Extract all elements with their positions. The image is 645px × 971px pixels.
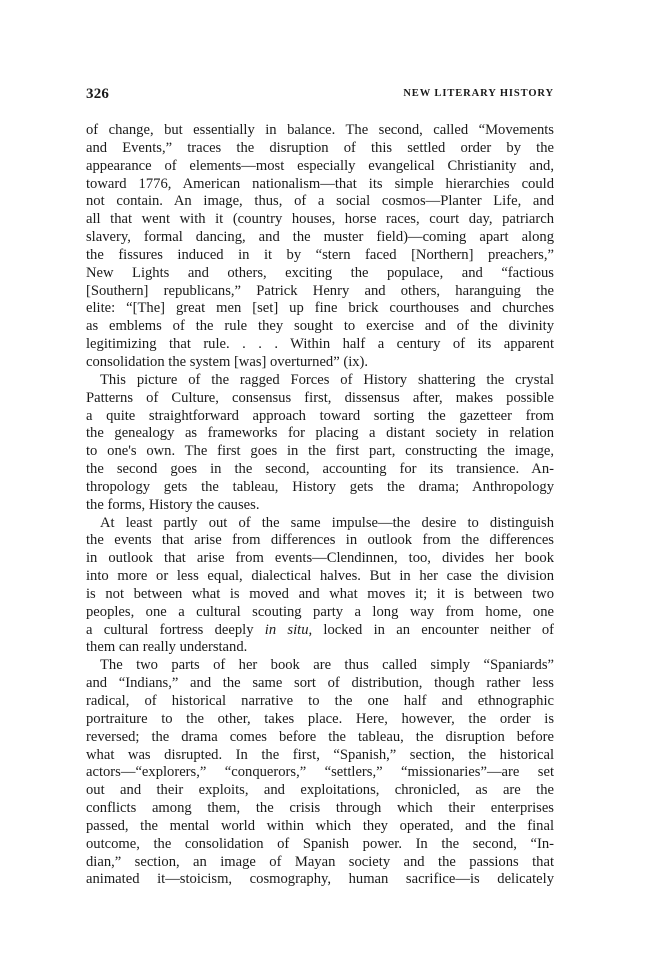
text-fragment: locked in an encounter neither of bbox=[312, 621, 554, 638]
text-line: radical, of historical narrative to the one half and ethnographic bbox=[86, 693, 554, 709]
page-header bbox=[86, 86, 554, 106]
text-line: outcome, the consolidation of Spanish power. In the second, “In- bbox=[86, 835, 554, 852]
text-line: in outlook that arise from events—Clendinnen, too, divides her book bbox=[86, 550, 554, 567]
text-line: conflicts among them, the crisis through which their enterprises bbox=[86, 800, 554, 817]
text-line: reversed; the drama comes before the tableau, the disruption before bbox=[86, 728, 554, 745]
text-line: slavery, formal dancing, and the muster field)—coming apart along bbox=[86, 229, 554, 246]
text-line bbox=[86, 622, 554, 640]
body-text bbox=[86, 122, 554, 889]
text-line: The two parts of her book are thus called simply “Spaniards” bbox=[100, 657, 554, 674]
text-line: actors—“explorers,” “conquerors,” “settlers,” “missionaries”—are set bbox=[86, 764, 554, 781]
text-line: as emblems of the rule they sought to exercise and of the divinity bbox=[86, 318, 554, 335]
text-line: dian,” section, an image of Mayan society and the passions that bbox=[86, 853, 554, 870]
text-line: portraiture to the other, takes place. Here, however, the order is bbox=[86, 710, 554, 727]
text-line: into more or less equal, dialectical halves. But in her case the division bbox=[86, 568, 554, 585]
text-line: consolidation the system [was] overturned” (ix). bbox=[86, 353, 369, 370]
text-line: the fissures induced in it by “stern faced [Northern] preachers,” bbox=[86, 246, 554, 263]
text-line: a quite straightforward approach toward sorting the gazetteer from bbox=[86, 407, 554, 424]
text-fragment: a cultural fortress deeply bbox=[86, 621, 265, 638]
text-line: thropology gets the tableau, History gets the drama; Anthropology bbox=[86, 478, 554, 495]
text-line: the second goes in the second, accounting for its transience. An- bbox=[86, 461, 554, 478]
text-line: them can really understand. bbox=[86, 639, 248, 656]
text-line: legitimizing that rule. . . . Within half a century of its apparent bbox=[86, 336, 554, 353]
text-line: toward 1776, American nationalism—that its simple hierarchies could bbox=[86, 175, 554, 192]
text-line: passed, the mental world within which they operated, and the final bbox=[86, 817, 554, 834]
text-line: New Lights and others, exciting the populace, and “factious bbox=[86, 264, 554, 281]
text-line: the events that arise from differences in outlook from the differences bbox=[86, 532, 554, 549]
text-line: At least partly out of the same impulse—the desire to distinguish bbox=[100, 514, 554, 531]
text-line: This picture of the ragged Forces of History shattering the crystal bbox=[100, 371, 554, 388]
text-line: not contain. An image, thus, of a social cosmos—Planter Life, and bbox=[86, 193, 554, 210]
text-line: out and their exploits, and exploitations, chronicled, as are the bbox=[86, 782, 554, 799]
text-line: is not between what is moved and what moves it; it is between two bbox=[86, 585, 554, 602]
text-line: what was disrupted. In the first, “Spanish,” section, the historical bbox=[86, 746, 554, 763]
text-line: [Southern] republicans,” Patrick Henry and others, haranguing the bbox=[86, 282, 554, 299]
text-line: the genealogy as frameworks for placing a distant society in relation bbox=[86, 425, 554, 442]
text-line: to one's own. The first goes in the first part, constructing the image, bbox=[86, 443, 554, 460]
text-line: appearance of elements—most especially evangelical Christianity and, bbox=[86, 157, 554, 174]
running-head: NEW LITERARY HISTORY bbox=[403, 88, 554, 99]
text-line: Patterns of Culture, consensus first, dissensus after, makes possible bbox=[86, 389, 554, 406]
text-line: peoples, one a cultural scouting party a long way from home, one bbox=[86, 603, 554, 620]
text-line: and “Indians,” and the same sort of distribution, though rather less bbox=[86, 675, 554, 692]
page-number: 326 bbox=[86, 86, 110, 102]
text-line: the forms, History the causes. bbox=[86, 496, 260, 513]
text-line: and Events,” traces the disruption of this settled order by the bbox=[86, 139, 554, 156]
text-line: elite: “[The] great men [set] up fine brick courthouses and churches bbox=[86, 300, 554, 317]
text-line: animated it—stoicism, cosmography, human sacrifice—is delicately bbox=[86, 871, 554, 888]
text-line: all that went with it (country houses, horse races, court day, patriarch bbox=[86, 211, 554, 228]
italic-phrase: in situ, bbox=[264, 621, 313, 638]
text-line: of change, but essentially in balance. The second, called “Movements bbox=[86, 122, 554, 138]
